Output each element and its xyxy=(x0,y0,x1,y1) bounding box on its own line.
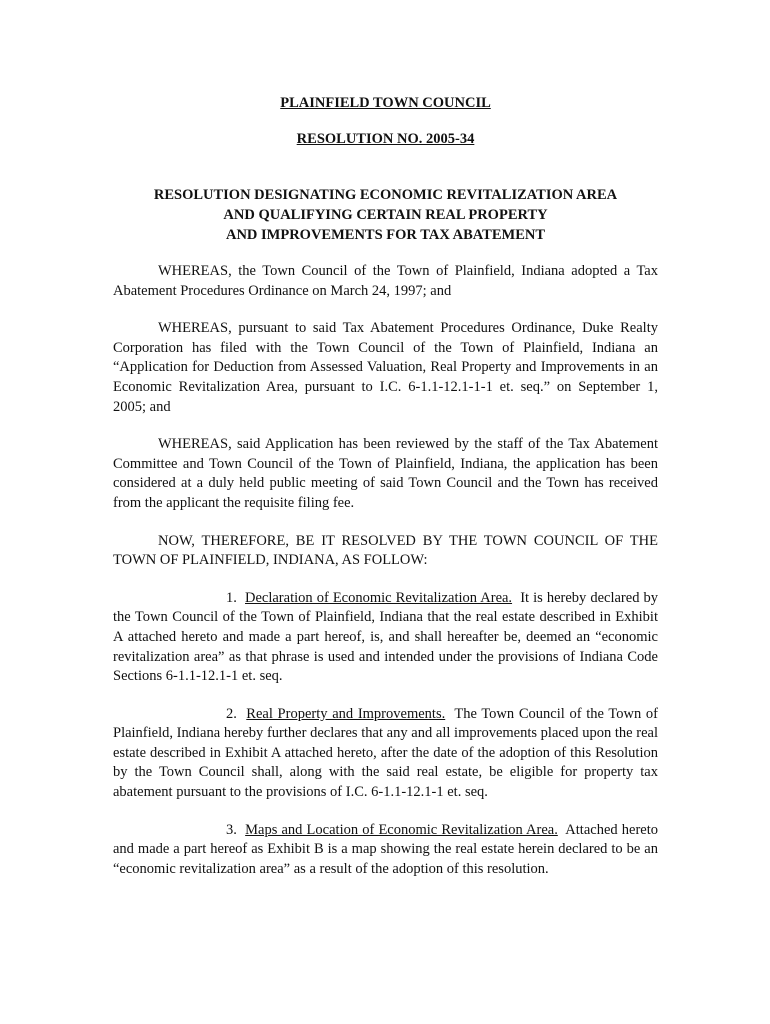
whereas-paragraph-3: WHEREAS, said Application has been reviewed by the staff of the Tax Abatement Committee and Town Council of the Town of Plainfield, Indiana, the application has been considered at a duly held public meeting of said Town Council and the Town has received from the applicant the requisite filing fee. xyxy=(113,436,658,511)
section-number: 3. xyxy=(226,821,237,838)
title-line: AND IMPROVEMENTS FOR TAX ABATEMENT xyxy=(225,227,546,243)
whereas-paragraph-2: WHEREAS, pursuant to said Tax Abatement Procedures Ordinance, Duke Realty Corporation has filed with the Town Council of the Town of Plainfield, Indiana an “Application for Deduction from Assessed Valuation, Real Property and Improvements in an Economic Revitalization Area, pursuant to I.C. 6-1.1-12.1-1-1 et. seq.” on September 1, 2005; and xyxy=(113,320,658,415)
resolution-number: RESOLUTION NO. 2005-34 xyxy=(296,131,475,147)
section-body: It is hereby declared by the Town Council of the Town of Plainfield, Indiana that the real estate described in Exhibit A attached hereto and made a part hereof, is, and shall hereafter be, deemed an “economic revitalization area” as that phrase is used and intended under the provisions of Indiana Code Sections 6-1.1-12.1-1 et. seq. xyxy=(113,589,659,685)
section-3 xyxy=(113,821,658,880)
title-line: AND QUALIFYING CERTAIN REAL PROPERTY xyxy=(223,207,548,223)
document-body xyxy=(113,93,658,879)
section-2 xyxy=(113,705,658,803)
section-1 xyxy=(113,589,658,687)
section-heading: Declaration of Economic Revitalization Area. xyxy=(245,589,513,606)
section-body: The Town Council of the Town of Plainfield, Indiana hereby further declares that any and all improvements placed upon the real estate described in Exhibit A attached hereto, after the date of the adoption of this Resolution by the Town Council shall, along with the said real estate, be eligible for property tax abatement pursuant to the provisions of I.C. 6-1.1-12.1-1 et. seq. xyxy=(113,705,659,801)
council-heading: PLAINFIELD TOWN COUNCIL xyxy=(280,95,491,111)
section-heading: Real Property and Improvements. xyxy=(246,705,446,722)
resolution-title xyxy=(113,185,658,245)
section-number: 2. xyxy=(226,705,237,722)
title-line: RESOLUTION DESIGNATING ECONOMIC REVITALIZATION AREA xyxy=(153,187,618,203)
section-number: 1. xyxy=(226,589,237,606)
section-heading: Maps and Location of Economic Revitalization Area. xyxy=(245,821,558,838)
whereas-paragraph-1: WHEREAS, the Town Council of the Town of Plainfield, Indiana adopted a Tax Abatement Procedures Ordinance on March 24, 1997; and xyxy=(113,263,658,299)
section-body: Attached hereto and made a part hereof as Exhibit B is a map showing the real estate herein declared to be an “economic revitalization area” as a result of the adoption of this resolution. xyxy=(113,821,658,877)
resolved-paragraph: NOW, THEREFORE, BE IT RESOLVED BY THE TOWN COUNCIL OF THE TOWN OF PLAINFIELD, INDIANA, AS FOLLOW: xyxy=(113,532,658,569)
